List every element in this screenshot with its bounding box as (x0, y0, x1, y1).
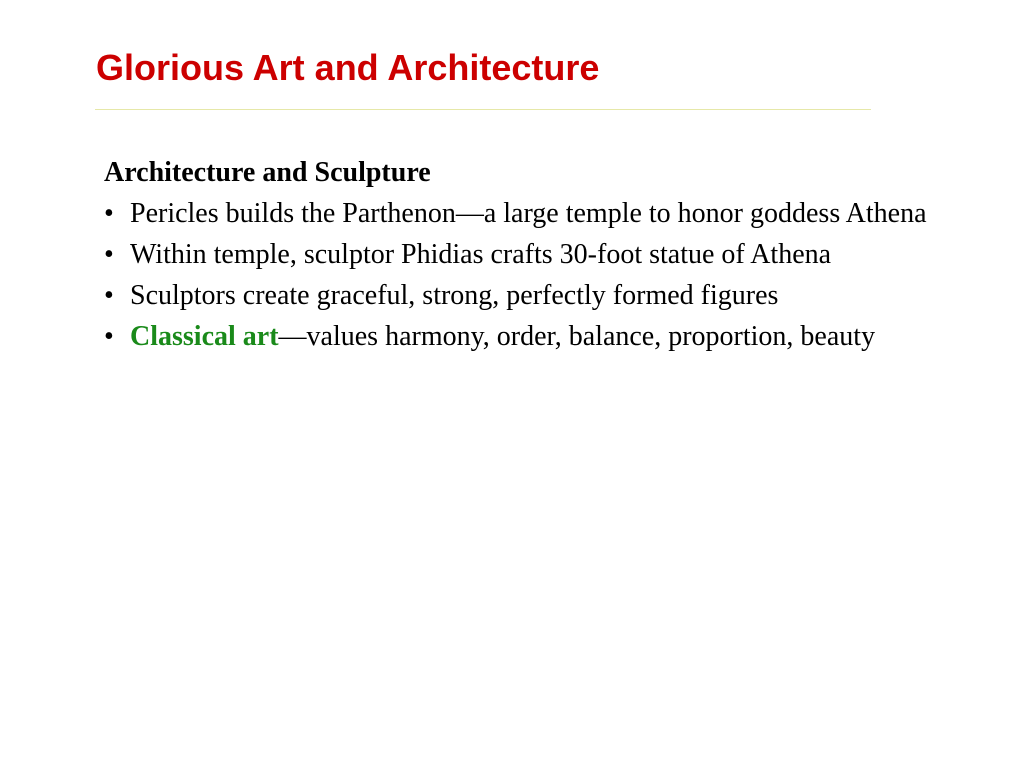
bullet-icon: • (104, 321, 114, 352)
bullet-item (104, 316, 964, 357)
bullet-description: Within temple, sculptor Phidias crafts 30-foot statue of Athena (130, 239, 832, 270)
bullet-item (104, 275, 964, 316)
bullet-item (104, 234, 964, 275)
bullet-text (130, 193, 964, 234)
bullet-item (104, 193, 964, 234)
bullet-description: —values harmony, order, balance, proportion, beauty (278, 321, 876, 352)
bullet-text (130, 234, 964, 275)
slide-body (104, 152, 964, 357)
bullet-list (104, 193, 964, 357)
bullet-icon: • (104, 198, 114, 229)
bullet-description: Sculptors create graceful, strong, perfectly formed figures (130, 280, 779, 311)
bullet-text (130, 316, 964, 357)
title-divider (95, 109, 871, 110)
slide-title: Glorious Art and Architecture (96, 47, 600, 88)
bullet-description: Pericles builds the Parthenon—a large temple to honor goddess Athena (130, 198, 927, 229)
bullet-icon: • (104, 280, 114, 311)
bullet-text (130, 275, 964, 316)
bullet-icon: • (104, 239, 114, 270)
section-heading: Architecture and Sculpture (104, 157, 431, 188)
key-term: Classical art (130, 321, 279, 352)
